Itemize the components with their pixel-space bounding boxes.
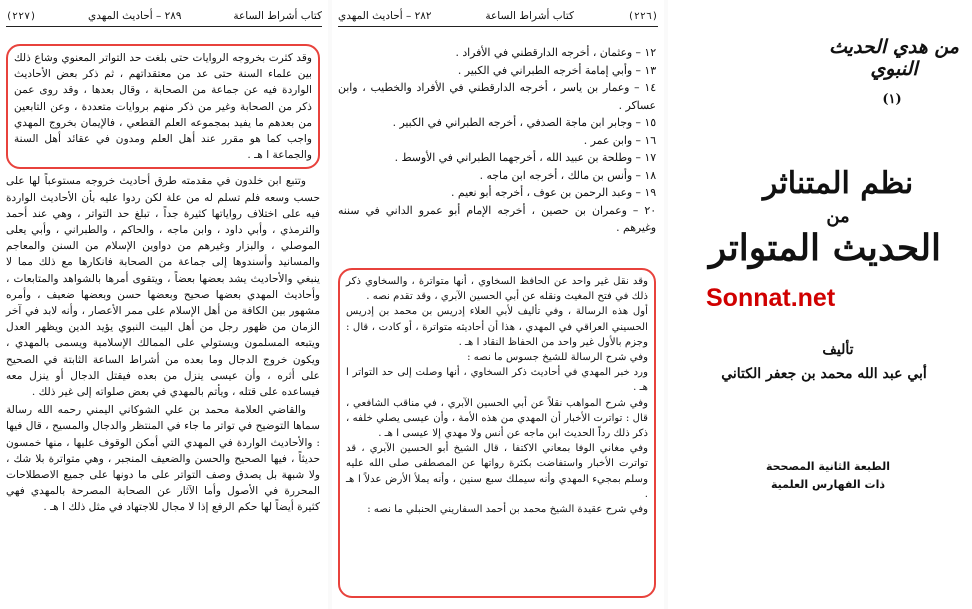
title-line-2: من [826,206,850,227]
list-item: ١٧ – وطلحة بن عبيد الله ، أخرجهما الطبراني في الأوسط . [394,151,656,164]
list-item: ١٩ – وعبد الرحمن بن عوف ، أخرجه أبو نعيم . [451,186,656,199]
paragraph: وفي شرح المواهب نقلاً عن أبي الحسين الآبري ، في مناقب الشافعي ، قال : تواترت الأخبار أن المهدي من هذه الأمة ، وأن عيسى يصلي خلفه ، ذكر ذلك رداً الحديث ابن ماجه عن أنس ولا مهدي إلا عيسى ا هـ . [346,397,648,440]
title-line-1: نظم المتناثر [762,166,914,201]
edition-note: الطبعة الثانية المصححة [765,460,891,473]
narrator-list [338,44,656,237]
series-number: (١) [882,92,902,107]
running-header [338,6,658,27]
list-item: ١٥ – وجابر ابن ماجة الصدفي ، أخرجه الطبراني في الكبير . [392,116,656,129]
running-header [6,6,322,27]
list-item: ١٨ – وأنس بن مالك ، أخرجه ابن ماجه . [479,168,656,182]
author-label: تأليف [822,342,854,358]
highlighted-passage [6,44,320,169]
page-227 [0,0,328,609]
page-body [338,268,656,598]
series-title: من هدي الحديث النبوي [829,36,959,80]
indexes-note: ذات الفهارس العلمية [771,478,885,491]
paragraph: وفي شرح الرسالة للشيخ جسوس ما نصه : [467,352,648,364]
header-section: ٢٨٩ – أحاديث المهدي [88,10,182,22]
list-item: ٢٠ – وعمران بن حصين ، أخرجه الإمام أبو عمرو الداني في سننه وغيرهم . [338,203,656,234]
page-number: (٢٢٦) [627,10,658,22]
list-item: ١٢ – وعثمان ، أخرجه الدارقطني في الأفراد . [455,46,656,59]
watermark-url: Sonnat.net [706,284,836,312]
title-page [668,0,972,609]
title-line-3: الحديث المتواتر [708,227,942,269]
page-226 [332,0,664,609]
author-name: أبي عبد الله محمد بن جعفر الكتاني [721,366,927,382]
paragraph: وتتبع ابن خلدون في مقدمته طرق أحاديث خروجه مستوعباً لها على حسب وسعه فلم تسلم له من علة لكن ردوا عليه بأن الأحاديث الواردة فيه على اختلاف رواياتها كثيرة جداً ، تبلغ حد التواتر ، وهي عند أحمد والترمذي ، وأبي داود ، وابن ماجه ، والحاكم ، والطبراني ، وأبي يعلى الموصلي ، والبزار وغيرهم من دواوين الإسلام من السنن والمعاجم والمسانيد وأسندوها إلى جماعة من الصحابة فانكارها مع ذلك مما لا ينبغي والأحاديث يشد بعضها بعضاً ، ويتقوى أمرها بالشواهد والمتابعات ، وأحاديث المهدي بعضها صحيح وبعضها حسن وبعضها ضعيف ، وأمره مشهور بين الكافة من أهل الإسلام على ممر الأعصار ، وأنه لابد في آخر الزمان من ظهور رجل من أهل البيت النبوي يؤيد الدين ويظهر العدل ويتبعه المسلمون ويستولي على الممالك الإسلامية ويسمى بالمهدي ، ويكون خروج الدجال وما بعده من أشراط الساعة الثابتة في الصحيح على أثره ، وأن عيسى ينزل من بعده فيقتل الدجال أو ينزل معه فيساعده على قتله ، ويأتم بالمهدي في بعض صلواته إلى غير ذلك . [6,175,320,399]
paragraph: وفي مغاني الوفا بمعاني الاكتفا ، قال الشيخ أبو الحسين الآبري ، قد تواترت الأخبار واستفاضت بكثرة رواتها عن المصطفى صلى الله عليه وسلم بمجيء المهدي وأنه سيملك سبع سنين ، وأنه يملأ الأرض عدلاً ا هـ . [346,443,648,500]
paragraph: وقد كثرت بخروجه الروايات حتى بلغت حد التواتر المعنوي وشاع ذلك بين علماء السنة حتى عد من معتقداتهم ، ثم ذكر بعض الأحاديث الواردة فيه عن جماعة من الصحابة ، وقال بعدها ، وقد روى عمن ذكر من الصحابة وغير من ذكر منهم بروايات متعددة ، وعن التابعين من بعدهم ما يفيد بمجموعه العلم القطعي ، فالإيمان بخروج المهدي واجب كما هو مقرر عند أهل العلم ومدون في عقائد أهل السنة والجماعة ا هـ . [14,52,312,162]
header-book-title: كتاب أشراط الساعة [233,10,322,22]
list-item: ١٤ – وعمار بن ياسر ، أخرجه الدارقطني في الأفراد والخطيب ، وابن عساكر . [338,81,656,112]
paragraph: والقاضي العلامة محمد بن علي الشوكاني اليمني رحمه الله رسالة سماها التوضيح في تواتر ما جاء في المنتظر والدجال والمسيح ، قال فيها : والأحاديث الواردة في المهدي التي أمكن الوقوف عليها ، منها خمسون حديثاً ، فيها الصحيح والحسن والضعيف المنجبر ، وهي متواترة بلا شك ، ولا شبهة بل يصدق وصف التواتر على ما دونها على جميع الاصطلاحات المحررة في الأصول وأما الآثار عن الصحابة المصرحة بالمهدي فهي كثيرة أيضاً لها حكم الرفع إذا لا مجال للاجتهاد في مثل ذلك ا هـ . [6,404,320,514]
list-item: ١٣ – وأبي إمامة أخرجه الطبراني في الكبير . [457,63,656,77]
paragraph: ورد خبر المهدي في أحاديث ذكر السخاوي ، أنها وصلت إلى حد التواتر ا هـ . [346,367,648,394]
page-body [6,44,320,516]
paragraph: وفي شرح عقيدة الشيخ محمد بن أحمد السفاريني الحنبلي ما نصه : [367,504,648,516]
page-number: (٢٢٧) [6,10,37,22]
list-item: ١٦ – وابن عمر . [583,133,656,147]
paragraph: وقد نقل غير واحد عن الحافظ السخاوي ، أنها متواترة ، والسخاوي ذكر ذلك في فتح المغيث ونقله عن أبي الحسين الآبري ، وقد تقدم نصه . [346,276,648,303]
paragraph: أول هذه الرسالة ، وفي تأليف لأبي العلاء إدريس بن محمد بن إدريس الحسيني العراقي في المهدي ، هذا أن أحاديثه متواترة ، أو كادت ، قال : وجزم بالأول غير واحد من الحفاظ النقاد ا هـ . [346,306,648,348]
highlighted-passage [338,268,656,598]
header-book-title: كتاب أشراط الساعة [485,10,574,22]
header-section: ٢٨٢ – أحاديث المهدي [338,10,432,22]
